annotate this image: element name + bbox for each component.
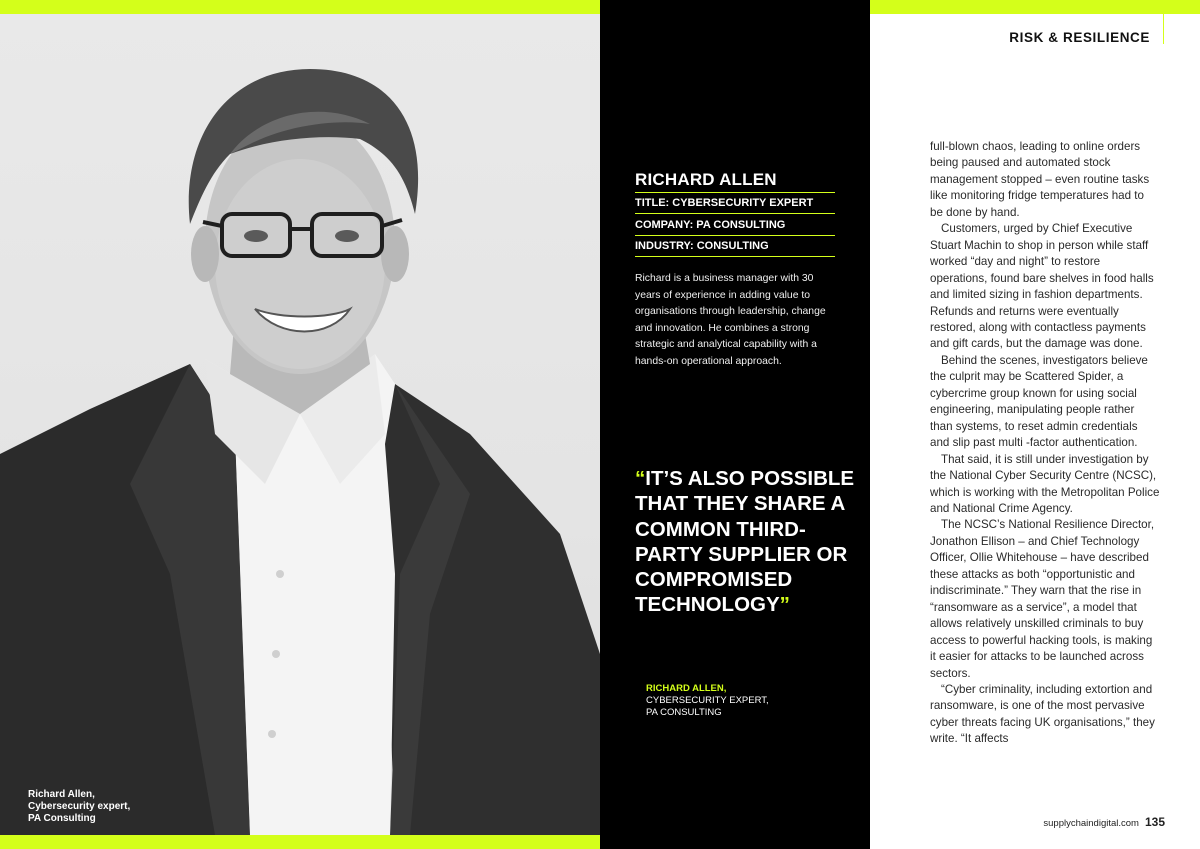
article-paragraph: That said, it is still under investigation by the National Cyber Security Centre (NCSC), which is working with the Metropolitan Police and National Crime Agency. (930, 452, 1160, 515)
quote-text (635, 467, 854, 616)
accent-bar-top-left (0, 0, 600, 14)
profile-panel (600, 0, 870, 849)
quote-text-body: IT’S ALSO POSSIBLE THAT THEY SHARE A COMMON THIRD-PARTY SUPPLIER OR COMPROMISED TECHNOLOGY (635, 467, 855, 617)
profile-name: RICHARD ALLEN (635, 170, 835, 193)
accent-bar-bottom-left (0, 835, 600, 849)
article-paragraph: “Cyber criminality, including extortion and ransomware, is one of the most pervasive cyber threats facing UK organisations,” they write. “It affects (930, 682, 1155, 746)
quote-open-mark: “ (635, 467, 646, 490)
article-paragraph: The NCSC’s National Resilience Director, Jonathon Ellison – and Chief Technology Officer, Ollie Whitehouse – have described these attacks as both “opportunistic and indiscriminate.” They warn that the rise in “ransomware as a service”, a model that allows relatively unskilled criminals to buy access to powerful hacking tools, is making it easier for attacks to be launched across sectors. (930, 518, 1155, 680)
photo-caption-line: Cybersecurity expert, (28, 801, 131, 812)
quote-attribution-role: CYBERSECURITY EXPERT, (646, 695, 769, 706)
article-paragraph: full-blown chaos, leading to online orders being paused and automated stock management stopped – even routine tasks like monitoring fridge temperatures had to be done by hand. (930, 140, 1150, 219)
section-rule (1163, 14, 1164, 44)
quote-attribution (646, 683, 769, 719)
pull-quote (635, 466, 855, 618)
article-paragraph: Behind the scenes, investigators believe the culprit may be Scattered Spider, a cybercrime group known for using social engineering, manipulating people rather than systems, to reset admin credentials and slip past multi -factor authentication. (930, 353, 1148, 450)
article-paragraph: Customers, urged by Chief Executive Stuart Machin to shop in person while staff worked “day and night” to restore operations, found bare shelves in food halls and limited sizing in fashion departments. Refunds and returns were eventually restored, along with contactless payments and gift cards, but the damage was done. (930, 222, 1154, 351)
section-label: RISK & RESILIENCE (1009, 30, 1150, 45)
profile-industry: INDUSTRY: CONSULTING (635, 240, 835, 257)
footer-website[interactable]: supplychaindigital.com (1043, 818, 1139, 829)
profile-title: TITLE: CYBERSECURITY EXPERT (635, 197, 835, 214)
photo-caption-line: PA Consulting (28, 813, 96, 824)
page-number: 135 (1144, 815, 1165, 829)
photo-caption-line: Richard Allen, (28, 789, 95, 800)
profile-bio: Richard is a business manager with 30 years of experience in adding value to organisations through leadership, change and innovation. He combines a strong strategic and analytical capability with a hands-on operational approach. (635, 273, 826, 367)
quote-attribution-company: PA CONSULTING (646, 707, 722, 718)
portrait-illustration (0, 14, 600, 835)
portrait-photo (0, 14, 600, 835)
profile-company: COMPANY: PA CONSULTING (635, 219, 835, 236)
accent-bar-top-right (870, 0, 1200, 14)
photo-caption (28, 789, 130, 825)
article-body (930, 139, 1160, 748)
quote-attribution-name: RICHARD ALLEN, (646, 683, 727, 694)
quote-close-mark: ” (779, 593, 790, 617)
page-footer (1043, 815, 1165, 829)
